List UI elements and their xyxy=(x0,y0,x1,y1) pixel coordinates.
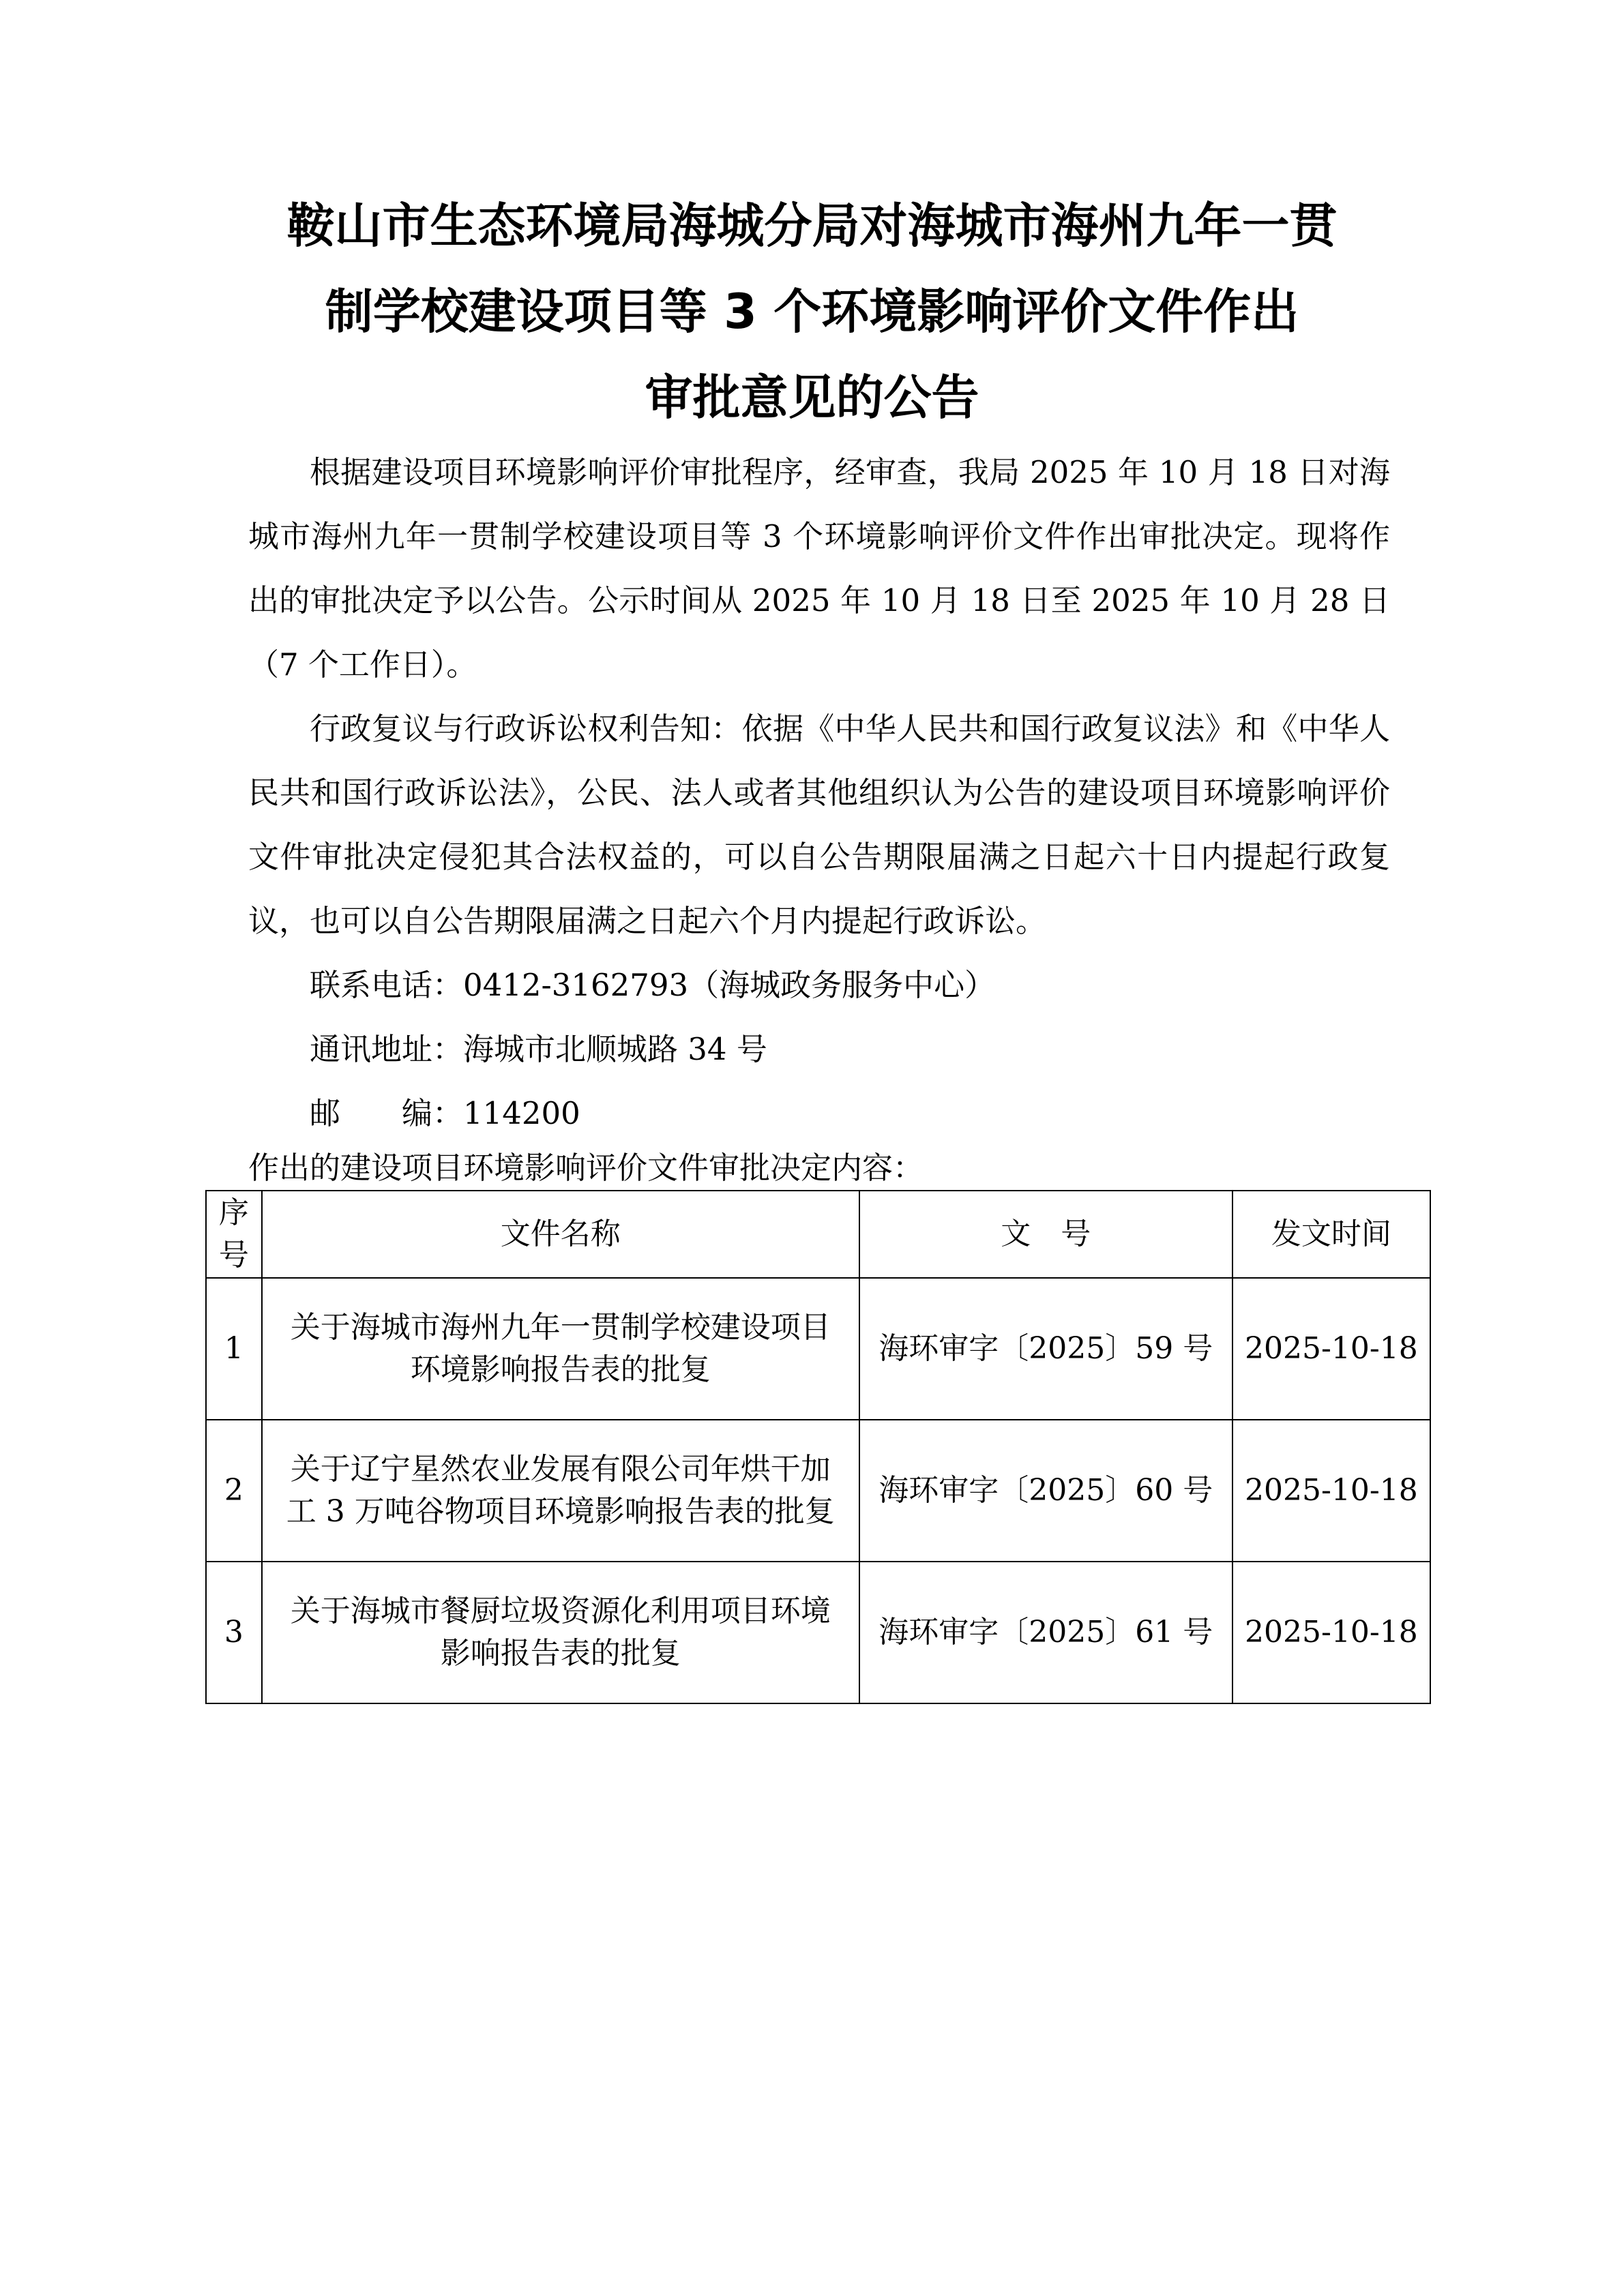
row-number: 2 xyxy=(206,1420,262,1562)
paragraph-rights-notice: 行政复议与行政诉讼权利告知：依据《中华人民共和国行政复议法》和《中华人民共和国行政诉讼法》，公民、法人或者其他组织认为公告的建设项目环境影响评价文件审批决定侵犯其合法权益的，可以自公告期限届满之日起六十日内提起行政复议，也可以自公告期限届满之日起六个月内提起行政诉讼。 xyxy=(248,711,1390,939)
row-number: 1 xyxy=(206,1278,262,1420)
row-document-number: 海环审字〔2025〕61 号 xyxy=(859,1562,1232,1703)
contact-address: 通讯地址：海城市北顺城路 34 号 xyxy=(310,1031,767,1067)
row-issue-date: 2025-10-18 xyxy=(1232,1278,1430,1420)
row-document-number: 海环审字〔2025〕60 号 xyxy=(859,1420,1232,1562)
header-issue-date: 发文时间 xyxy=(1232,1191,1430,1278)
paragraph-announcement: 根据建设项目环境影响评价审批程序，经审查，我局 2025 年 10 月 18 日对海城市海州九年一贯制学校建设项目等 3 个环境影响评价文件作出审批决定。现将作出的审批决定予以公告。公示时间从 2025 年 10 月 18 日至 2025 年 10 月 28 日（7 个工作日）。 xyxy=(248,454,1390,683)
title-line-3: 审批意见的公告 xyxy=(645,370,979,426)
contact-postcode: 邮 编：114200 xyxy=(310,1095,580,1131)
contact-phone: 联系电话：0412-3162793（海城政务服务中心） xyxy=(310,967,996,1003)
header-number: 序号 xyxy=(206,1191,262,1278)
row-document-number: 海环审字〔2025〕59 号 xyxy=(859,1278,1232,1420)
row-issue-date: 2025-10-18 xyxy=(1232,1420,1430,1562)
header-document-name: 文件名称 xyxy=(262,1191,859,1278)
document-title xyxy=(0,183,1624,441)
table-row xyxy=(206,1278,1430,1420)
row-document-name: 关于海城市海州九年一贯制学校建设项目环境影响报告表的批复 xyxy=(262,1278,859,1420)
title-line-1: 鞍山市生态环境局海城分局对海城市海州九年一贯 xyxy=(286,198,1338,254)
row-number: 3 xyxy=(206,1562,262,1703)
row-issue-date: 2025-10-18 xyxy=(1232,1562,1430,1703)
table-row xyxy=(206,1420,1430,1562)
table-row xyxy=(206,1562,1430,1703)
row-document-name: 关于辽宁星然农业发展有限公司年烘干加工 3 万吨谷物项目环境影响报告表的批复 xyxy=(262,1420,859,1562)
table-caption: 作出的建设项目环境影响评价文件审批决定内容： xyxy=(248,1150,924,1186)
approval-table xyxy=(205,1190,1431,1704)
header-document-number: 文 号 xyxy=(859,1191,1232,1278)
table-header-row xyxy=(206,1191,1430,1278)
title-line-2: 制学校建设项目等 3 个环境影响评价文件作出 xyxy=(325,284,1299,340)
row-document-name: 关于海城市餐厨垃圾资源化利用项目环境影响报告表的批复 xyxy=(262,1562,859,1703)
document-body xyxy=(248,441,1390,1146)
